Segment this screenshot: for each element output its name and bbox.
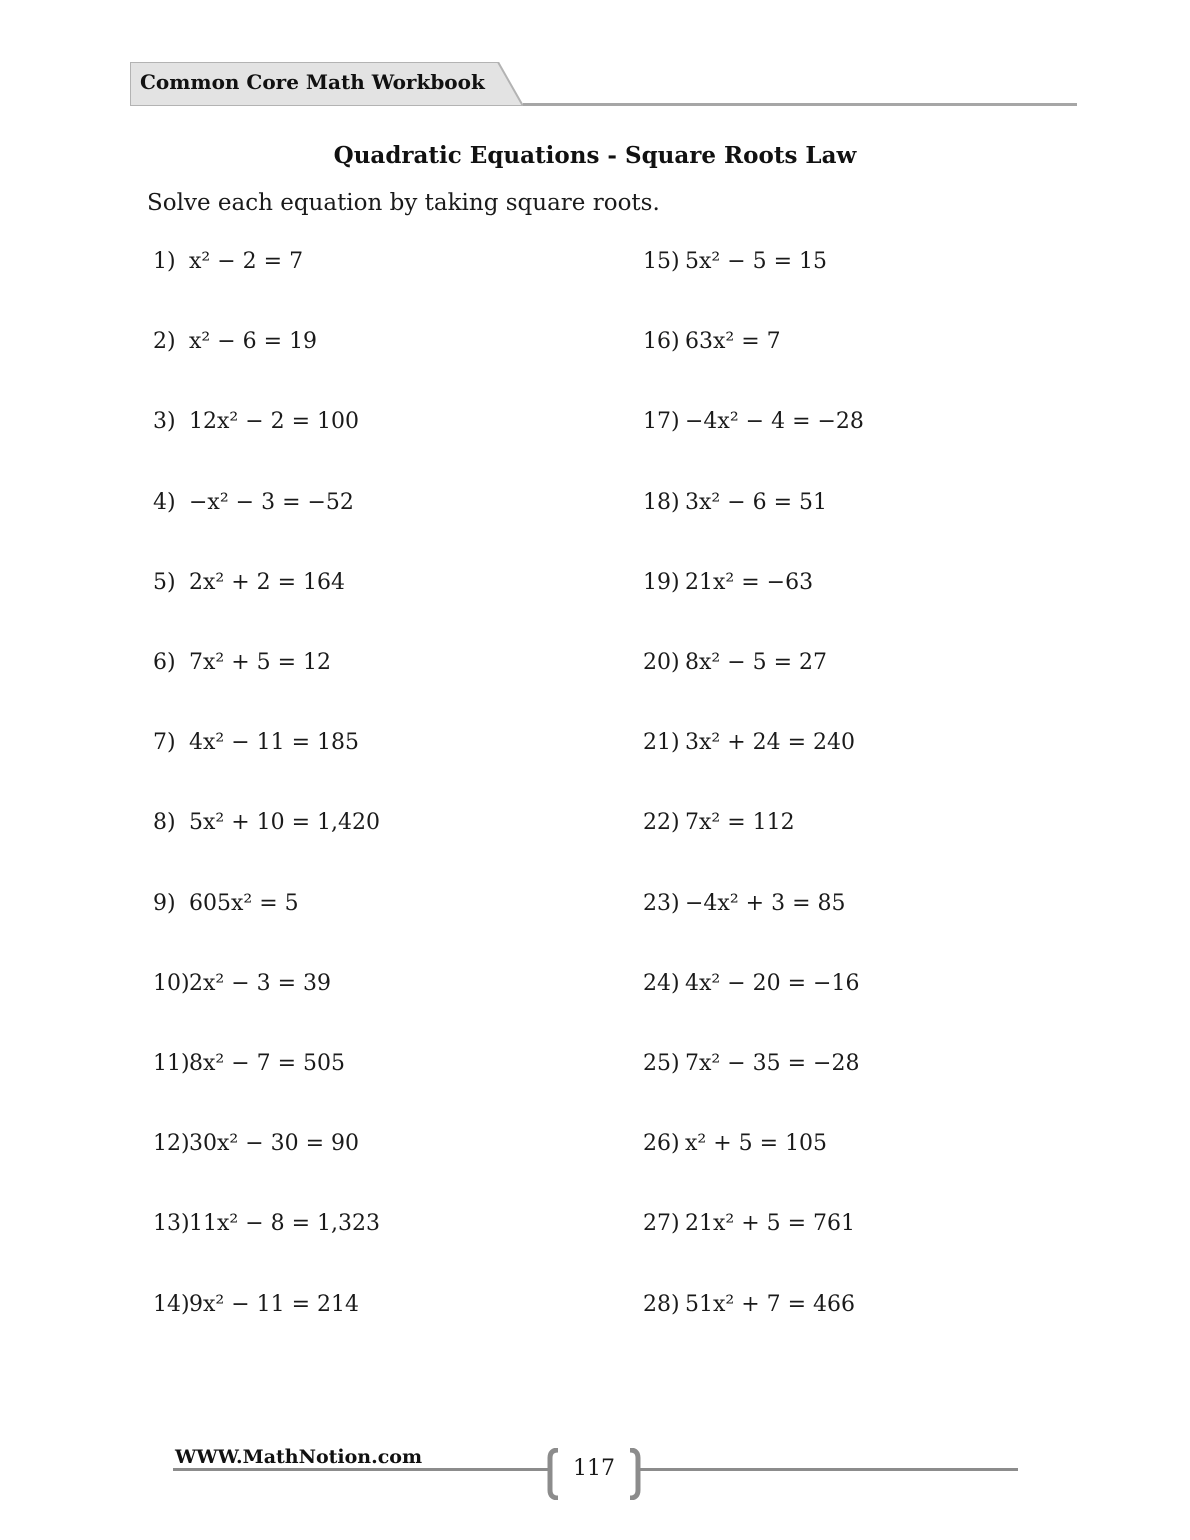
problem-equation: −4x² − 4 = −28 bbox=[685, 409, 864, 435]
problem-number: 6) bbox=[153, 650, 176, 675]
problem-item bbox=[643, 1211, 855, 1236]
problem-number: 16) bbox=[643, 329, 680, 355]
problem-number: 13) bbox=[153, 1211, 190, 1237]
problem-number: 2) bbox=[153, 329, 176, 355]
problem-number: 20) bbox=[643, 650, 680, 675]
problem-equation: 21x² = −63 bbox=[685, 569, 814, 595]
problem-number: 10) bbox=[153, 970, 190, 996]
problem-number: 4) bbox=[153, 489, 176, 515]
problem-equation: 7x² = 112 bbox=[685, 810, 795, 836]
problem-equation: 21x² + 5 = 761 bbox=[685, 1211, 856, 1237]
problem-number: 27) bbox=[643, 1211, 680, 1237]
problem-equation: 2x² + 2 = 164 bbox=[189, 569, 346, 595]
problem-number: 22) bbox=[643, 810, 680, 836]
problem-item bbox=[153, 329, 317, 354]
problem-item bbox=[153, 1051, 345, 1076]
problem-item bbox=[153, 891, 299, 916]
footer-rule-right bbox=[640, 1468, 1018, 1471]
footer-rule-left bbox=[173, 1468, 549, 1471]
problem-item bbox=[643, 249, 827, 274]
problem-equation: 5x² − 5 = 15 bbox=[685, 249, 828, 274]
problem-item bbox=[153, 1131, 359, 1156]
problem-number: 23) bbox=[643, 890, 680, 916]
problem-item bbox=[153, 570, 345, 595]
problem-item bbox=[153, 1211, 380, 1236]
problem-equation: −4x² + 3 = 85 bbox=[685, 890, 846, 916]
problem-equation: 7x² − 35 = −28 bbox=[685, 1051, 860, 1076]
problem-number: 19) bbox=[643, 569, 680, 595]
problem-equation: 8x² − 7 = 505 bbox=[189, 1051, 346, 1076]
problem-equation: 4x² − 11 = 185 bbox=[189, 730, 360, 756]
problem-equation: 9x² − 11 = 214 bbox=[189, 1291, 360, 1317]
problem-item bbox=[643, 650, 827, 675]
problem-number: 1) bbox=[153, 249, 176, 274]
problem-item bbox=[153, 810, 380, 835]
problem-number: 26) bbox=[643, 1131, 680, 1157]
problem-item bbox=[643, 409, 864, 434]
problem-number: 12) bbox=[153, 1131, 190, 1157]
problem-equation: 3x² − 6 = 51 bbox=[685, 489, 828, 515]
problem-item bbox=[153, 490, 354, 515]
problem-number: 9) bbox=[153, 890, 176, 916]
problem-item bbox=[643, 1131, 827, 1156]
problem-equation: x² + 5 = 105 bbox=[685, 1131, 828, 1157]
problem-equation: 7x² + 5 = 12 bbox=[189, 650, 332, 675]
problem-item bbox=[643, 570, 813, 595]
problem-number: 8) bbox=[153, 810, 176, 836]
problem-equation: −x² − 3 = −52 bbox=[189, 489, 354, 515]
problem-number: 3) bbox=[153, 409, 176, 435]
problem-number: 17) bbox=[643, 409, 680, 435]
problem-equation: 605x² = 5 bbox=[189, 890, 299, 916]
workbook-title: Common Core Math Workbook bbox=[140, 70, 485, 94]
problem-item bbox=[153, 409, 359, 434]
problem-number: 15) bbox=[643, 249, 680, 274]
problem-number: 24) bbox=[643, 970, 680, 996]
problem-number: 21) bbox=[643, 730, 680, 756]
problem-equation: 2x² − 3 = 39 bbox=[189, 970, 332, 996]
problem-number: 18) bbox=[643, 489, 680, 515]
problem-item bbox=[643, 490, 827, 515]
footer-website: WWW.MathNotion.com bbox=[175, 1446, 423, 1468]
problem-number: 25) bbox=[643, 1051, 680, 1076]
worksheet-instructions: Solve each equation by taking square roots. bbox=[147, 190, 660, 216]
problem-equation: 5x² + 10 = 1,420 bbox=[189, 810, 381, 836]
problem-number: 14) bbox=[153, 1291, 190, 1317]
problem-number: 28) bbox=[643, 1291, 680, 1317]
problem-equation: 12x² − 2 = 100 bbox=[189, 409, 360, 435]
problem-item bbox=[643, 1292, 855, 1317]
problem-item bbox=[643, 1051, 860, 1076]
problem-item bbox=[643, 810, 795, 835]
problem-item bbox=[153, 249, 303, 274]
problem-number: 11) bbox=[153, 1051, 190, 1076]
problem-item bbox=[153, 650, 331, 675]
problem-equation: 4x² − 20 = −16 bbox=[685, 970, 860, 996]
problem-item bbox=[643, 329, 781, 354]
problem-equation: x² − 2 = 7 bbox=[189, 249, 304, 274]
page-number: 117 bbox=[573, 1456, 615, 1481]
problem-item bbox=[153, 971, 331, 996]
problem-item bbox=[643, 891, 846, 916]
header-rule bbox=[523, 103, 1077, 106]
problem-item bbox=[153, 730, 359, 755]
problem-equation: 63x² = 7 bbox=[685, 329, 781, 355]
problem-item bbox=[643, 971, 860, 996]
problem-item bbox=[153, 1292, 359, 1317]
problem-equation: 30x² − 30 = 90 bbox=[189, 1131, 360, 1157]
problem-equation: 51x² + 7 = 466 bbox=[685, 1291, 856, 1317]
problem-equation: 11x² − 8 = 1,323 bbox=[189, 1211, 381, 1237]
worksheet-title: Quadratic Equations - Square Roots Law bbox=[333, 142, 857, 169]
problem-equation: 8x² − 5 = 27 bbox=[685, 650, 828, 675]
problem-equation: 3x² + 24 = 240 bbox=[685, 730, 856, 756]
problem-equation: x² − 6 = 19 bbox=[189, 329, 318, 355]
problem-item bbox=[643, 730, 855, 755]
problem-number: 5) bbox=[153, 569, 176, 595]
problem-number: 7) bbox=[153, 730, 176, 756]
